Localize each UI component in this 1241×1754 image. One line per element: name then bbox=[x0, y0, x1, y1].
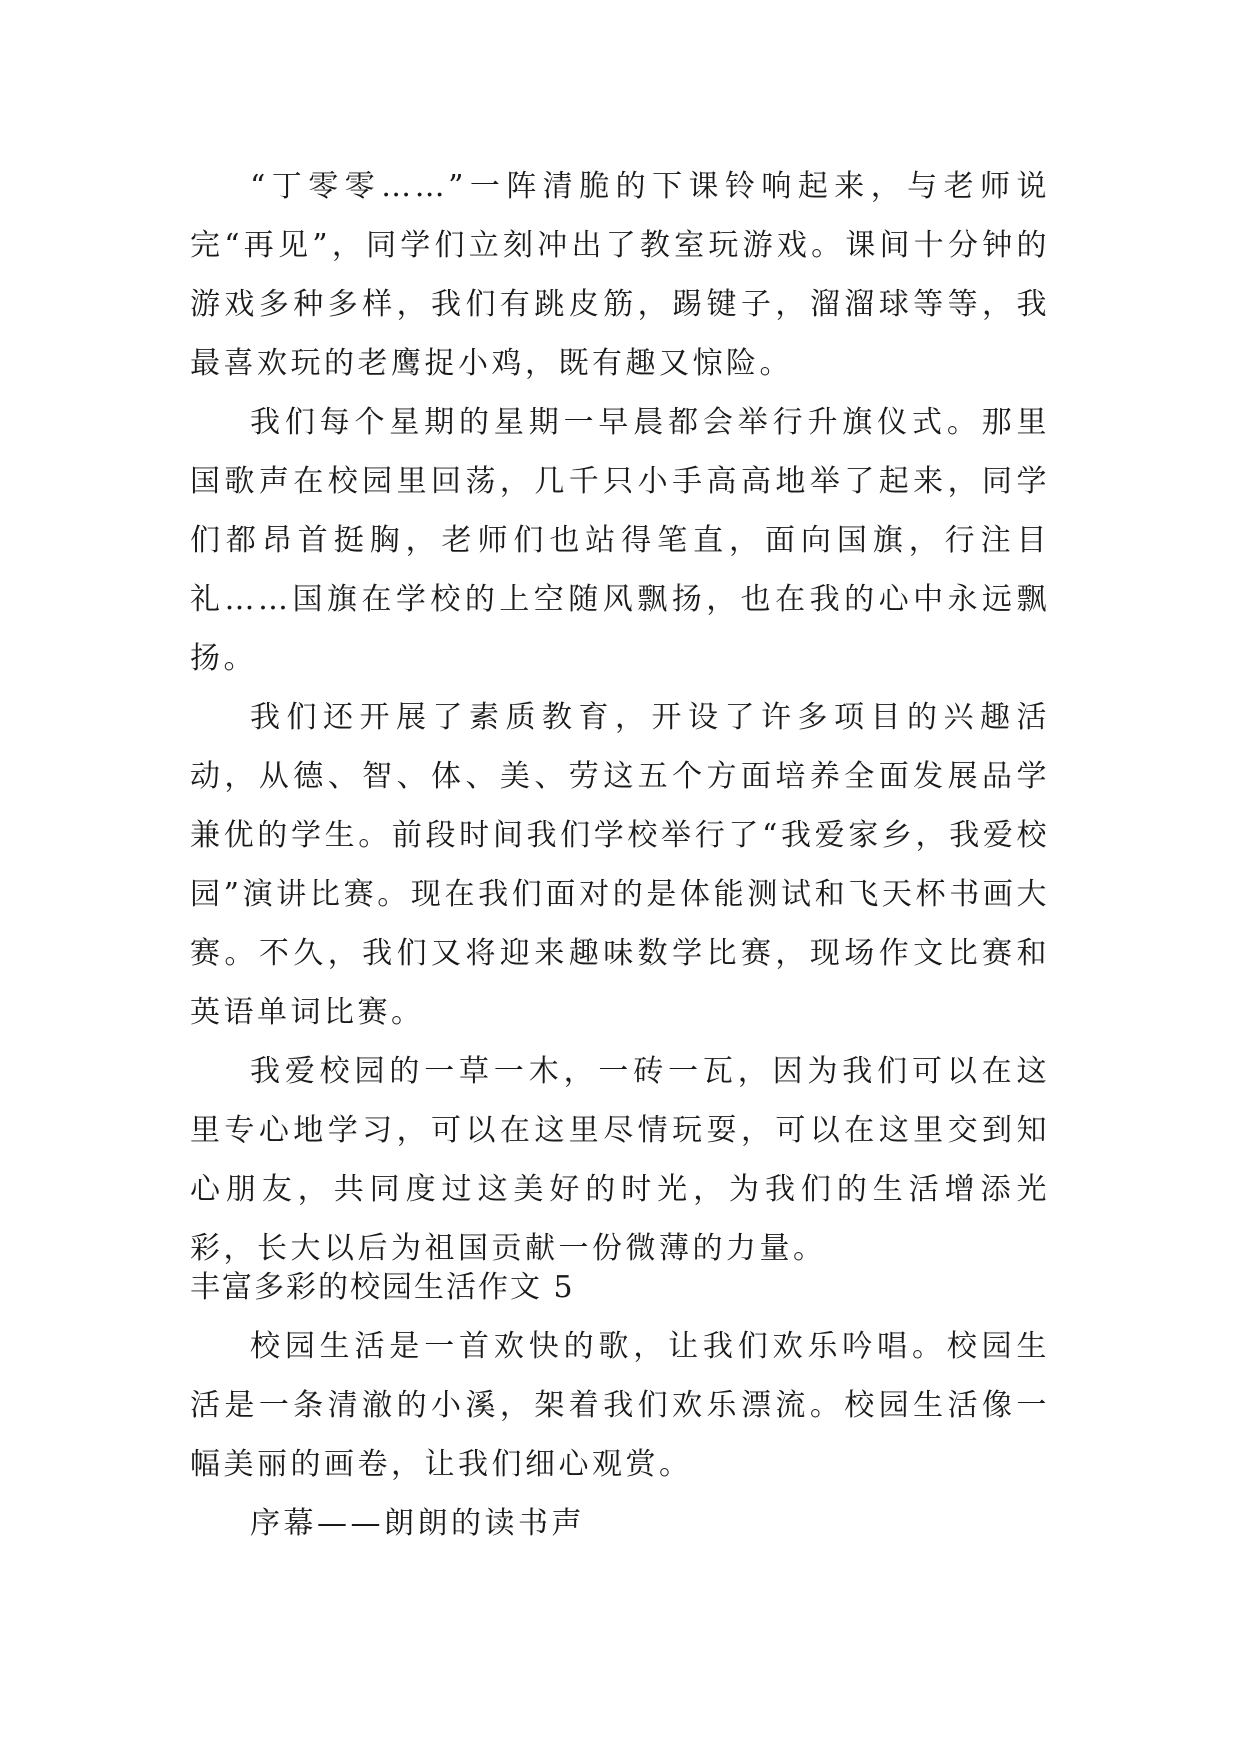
paragraph-quality-education: 我们还开展了素质教育，开设了许多项目的兴趣活动，从德、智、体、美、劳这五个方面培养全面发展品学兼优的学生。前段时间我们学校举行了“我爱家乡，我爱校园”演讲比赛。现在我们面对的是体能测试和飞天杯书画大赛。不久，我们又将迎来趣味数学比赛，现场作文比赛和英语单词比赛。 bbox=[190, 700, 1050, 1030]
paragraph-love-campus: 我爱校园的一草一木，一砖一瓦，因为我们可以在这里专心地学习，可以在这里尽情玩耍，可以在这里交到知心朋友，共同度过这美好的时光，为我们的生活增添光彩，长大以后为祖国贡献一份微薄的力量。 bbox=[190, 1054, 1050, 1266]
body-text-top bbox=[190, 157, 1050, 1278]
paragraph-recess-games: “丁零零……”一阵清脆的下课铃响起来，与老师说完“再见”，同学们立刻冲出了教室玩游戏。课间十分钟的游戏多种多样，我们有跳皮筋，踢键子，溜溜球等等，我最喜欢玩的老鹰捉小鸡，既有趣又惊险。 bbox=[190, 169, 1050, 381]
paragraph-campus-life-song: 校园生活是一首欢快的歌，让我们欢乐吟唱。校园生活是一条清澈的小溪，架着我们欢乐漂流。校园生活像一幅美丽的画卷，让我们细心观赏。 bbox=[190, 1329, 1050, 1482]
paragraph-flag-ceremony: 我们每个星期的星期一早晨都会举行升旗仪式。那里国歌声在校园里回荡，几千只小手高高地举了起来，同学们都昂首挺胸，老师们也站得笔直，面向国旗，行注目礼……国旗在学校的上空随风飘扬，也在我的心中永远飘扬。 bbox=[190, 405, 1050, 676]
paragraph-prelude: 序幕——朗朗的读书声 bbox=[250, 1506, 585, 1541]
section-heading: 丰富多彩的校园生活作文 5 bbox=[190, 1270, 575, 1305]
body-text-bottom bbox=[190, 1258, 1050, 1553]
